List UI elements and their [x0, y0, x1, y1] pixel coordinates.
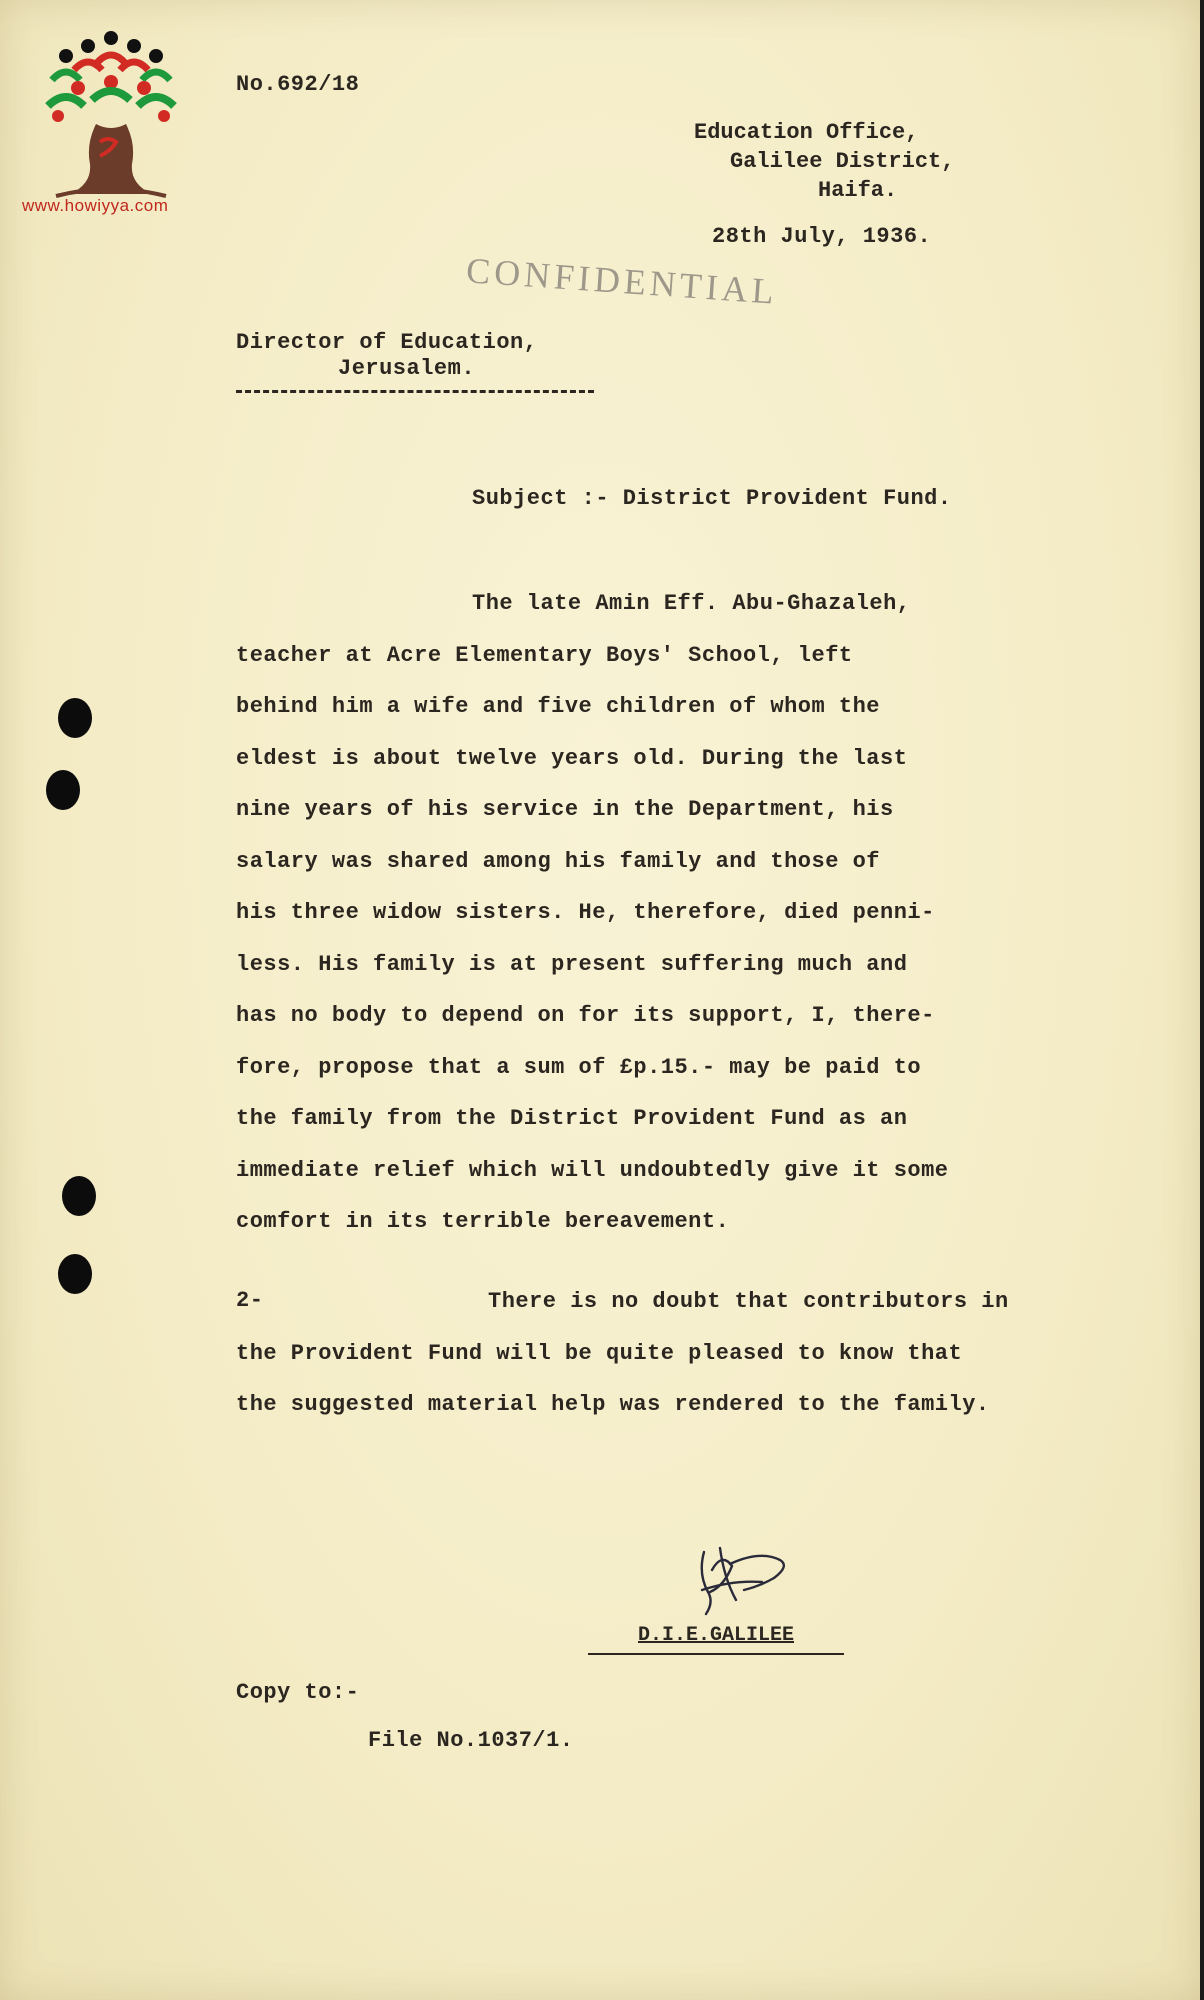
- text-line: less. His family is at present suffering much and: [236, 951, 908, 977]
- signer-title: D.I.E.GALILEE: [637, 1624, 795, 1647]
- reference-number: No.692/18: [236, 72, 360, 97]
- letter-date: 28th July, 1936.: [712, 224, 932, 249]
- paragraph-2-number: 2-: [236, 1288, 264, 1313]
- text-line: behind him a wife and five children of whom the: [236, 694, 881, 719]
- watermark-url: www.howiyya.com: [22, 196, 169, 215]
- address-line: Haifa.: [818, 178, 898, 203]
- punch-hole: [46, 770, 80, 810]
- text-line: There is no doubt that contributors in: [488, 1289, 1009, 1314]
- address-line: Galilee District,: [730, 149, 955, 174]
- text-line: has no body to depend on for its support, I, there-: [236, 1003, 935, 1028]
- recipient-line: Director of Education,: [236, 330, 538, 355]
- text-line: the Provident Fund will be quite pleased to know that: [236, 1340, 963, 1366]
- signer-block: [588, 1624, 844, 1655]
- text-line: eldest is about twelve years old. During the last: [236, 745, 908, 771]
- punch-hole: [58, 698, 92, 738]
- address-line: Education Office,: [694, 120, 919, 145]
- handwritten-signature: [690, 1540, 810, 1620]
- text-line: his three widow sisters. He, therefore, died penni-: [236, 900, 935, 925]
- text-line: The late Amin Eff. Abu-Ghazaleh,: [472, 591, 911, 616]
- text-line: salary was shared among his family and those of: [236, 848, 881, 874]
- howiyya-logo-icon: [26, 24, 196, 214]
- text-line: the family from the District Provident Fund as an: [236, 1106, 908, 1131]
- subject-line: Subject :- District Provident Fund.: [472, 486, 952, 511]
- punch-hole: [58, 1254, 92, 1294]
- paragraph-2: [236, 1276, 1009, 1431]
- copy-to-item: File No.1037/1.: [368, 1728, 574, 1753]
- text-line: fore, propose that a sum of £p.15.- may be paid to: [236, 1054, 922, 1080]
- confidential-stamp: CONFIDENTIAL: [464, 250, 779, 312]
- recipient-underline: [236, 390, 594, 393]
- text-line: immediate relief which will undoubtedly give it some: [236, 1157, 949, 1183]
- recipient-line: Jerusalem.: [338, 356, 476, 381]
- punch-hole: [62, 1176, 96, 1216]
- text-line: comfort in its terrible bereavement.: [236, 1209, 730, 1234]
- paragraph-1: [236, 578, 949, 1248]
- copy-to-label: Copy to:-: [236, 1680, 360, 1705]
- text-line: nine years of his service in the Department, his: [236, 797, 894, 822]
- sender-address: [694, 118, 1034, 205]
- text-line: the suggested material help was rendered to the family.: [236, 1392, 990, 1417]
- text-line: teacher at Acre Elementary Boys' School, left: [236, 642, 853, 668]
